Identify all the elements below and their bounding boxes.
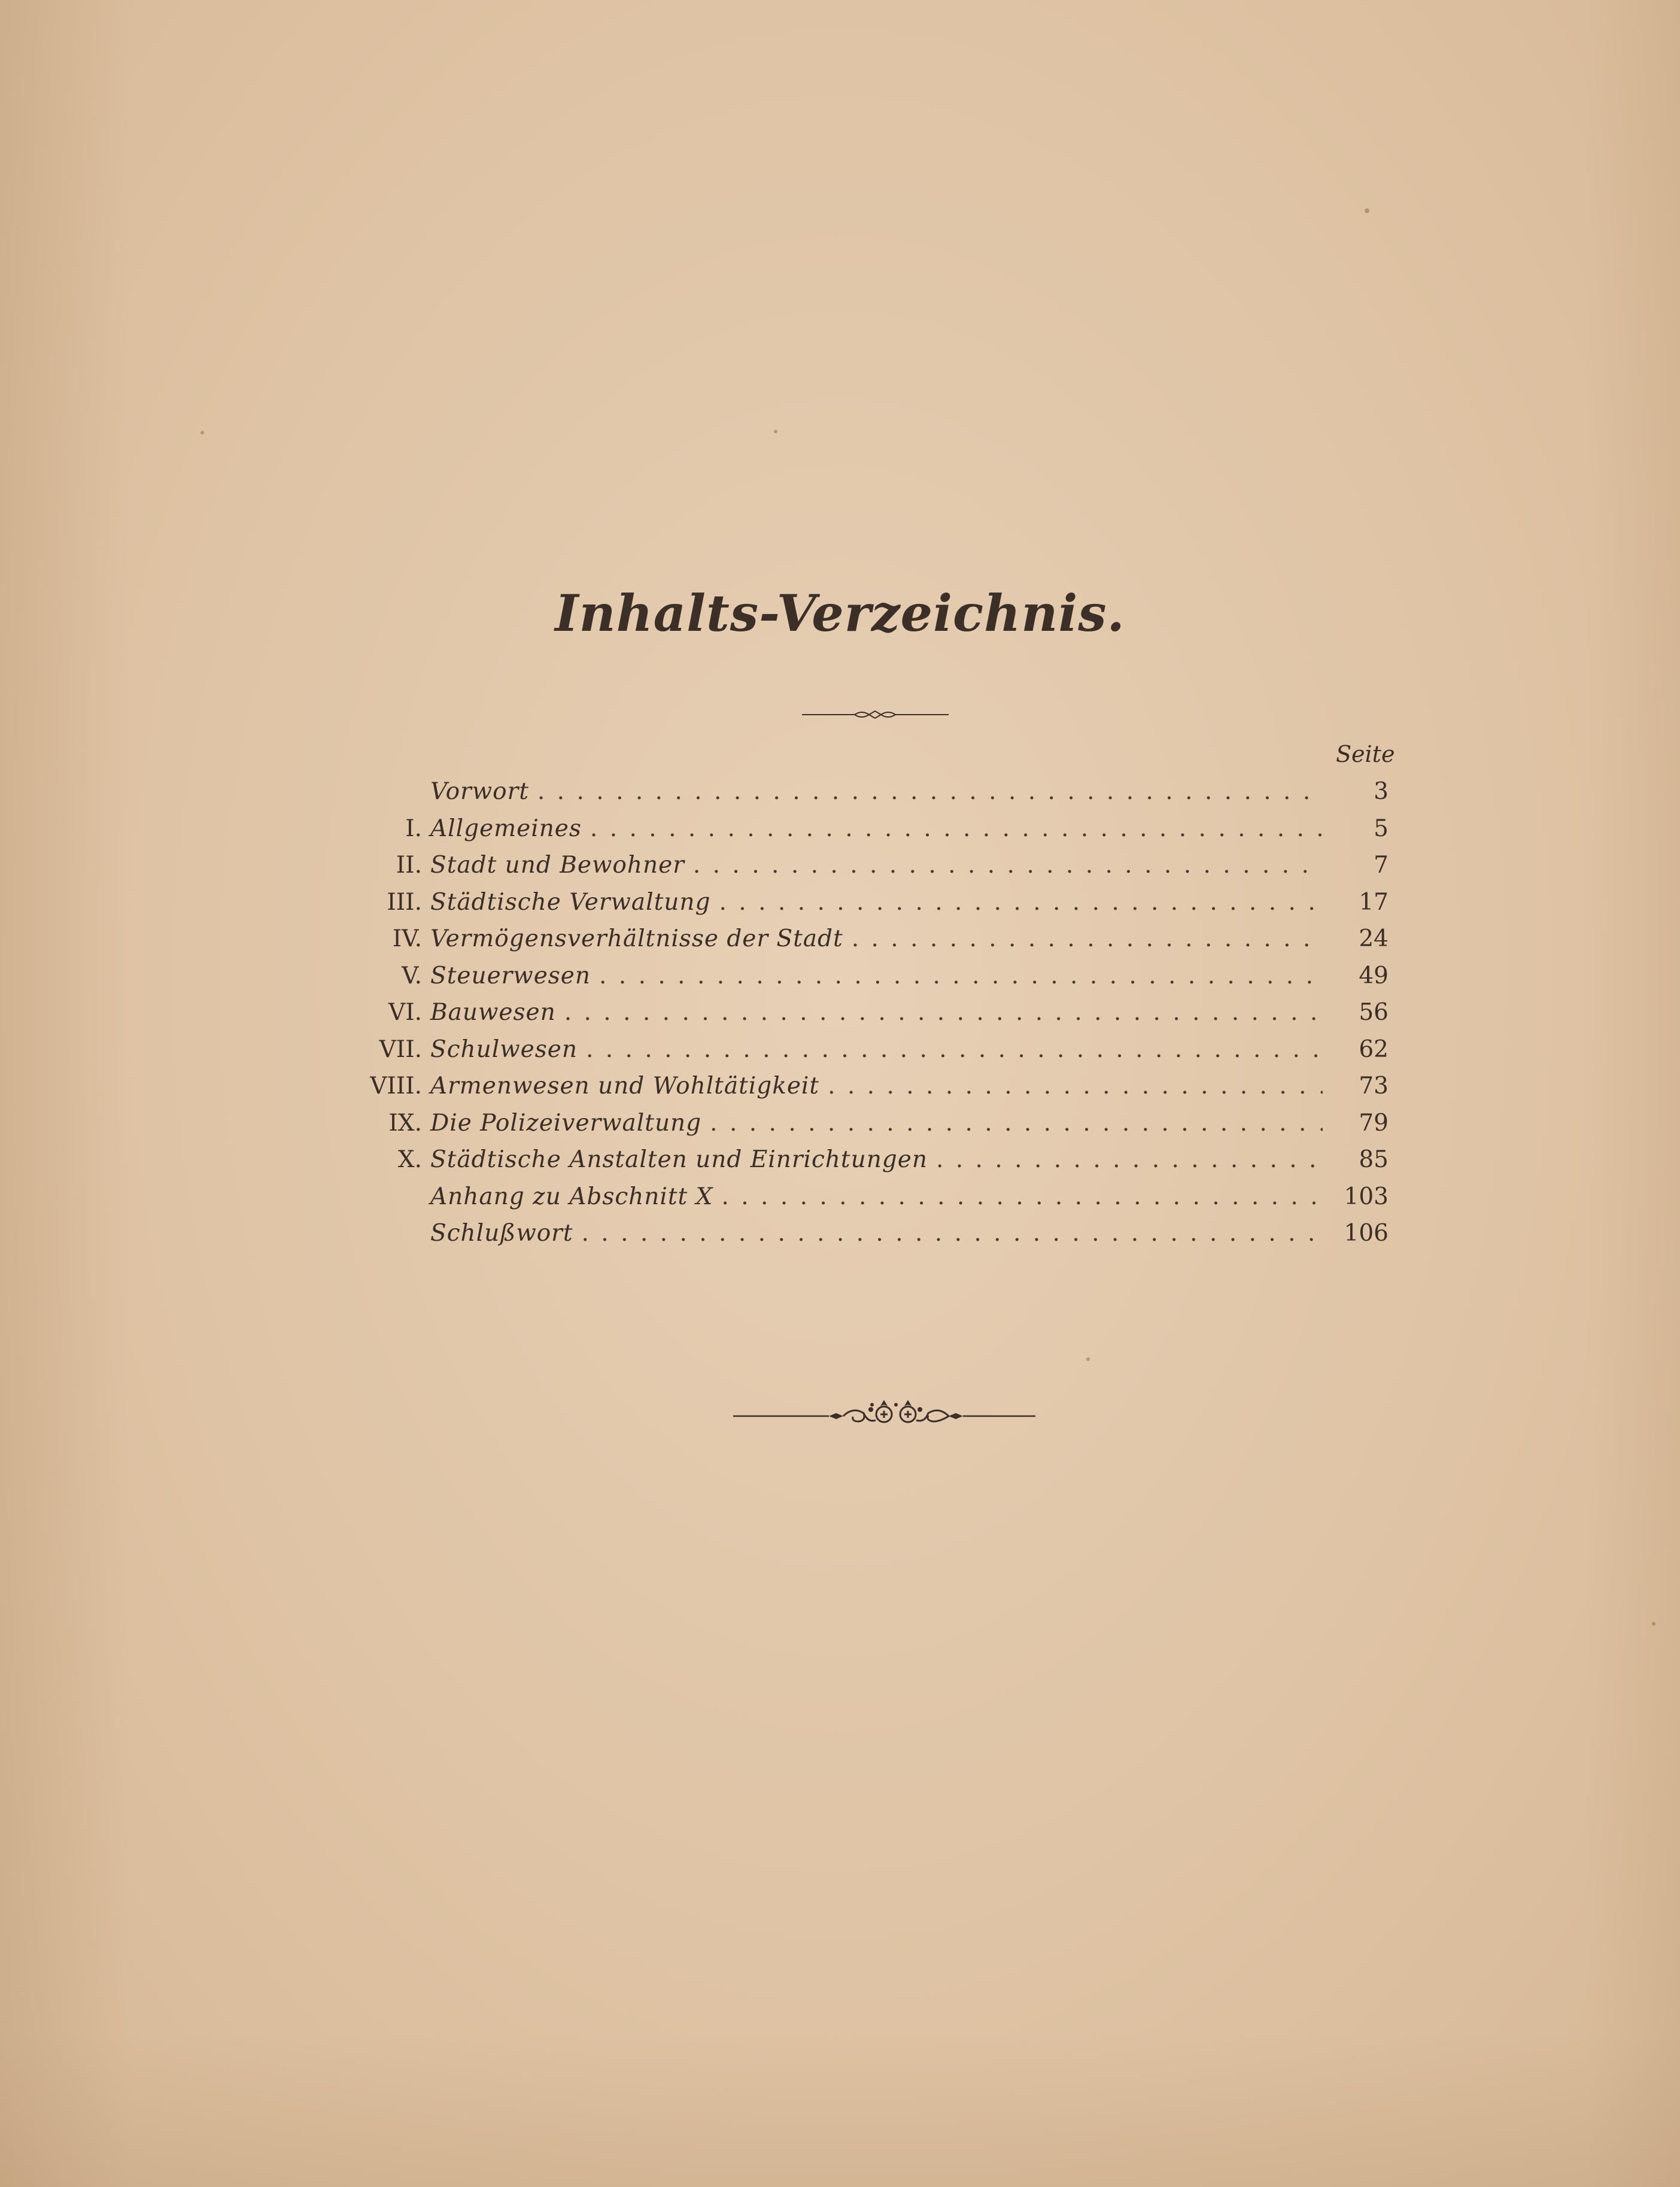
paper-spot [1365, 208, 1369, 213]
toc-entry-title: Die Polizeiverwaltung [430, 1109, 702, 1137]
toc-entry [359, 810, 1389, 848]
toc-entry-title: Anhang zu Abschnitt X [430, 1183, 713, 1210]
paper-spot [1086, 1357, 1090, 1361]
toc-entry-number: I. [405, 815, 422, 842]
toc-entry-title: Städtische Anstalten und Einrichtungen [430, 1146, 928, 1173]
paper-spot [1652, 1622, 1655, 1626]
toc-entry [359, 994, 1389, 1031]
toc-entry-title: Schlußwort [430, 1220, 573, 1247]
toc-entry-title: Vorwort [430, 778, 529, 805]
toc-entry [359, 773, 1389, 810]
toc-entry-title: Bauwesen [430, 999, 556, 1026]
dot-leader [599, 958, 1323, 995]
page-title: Inhalts-Verzeichnis. [555, 584, 1125, 643]
toc-entry-number: X. [397, 1146, 422, 1173]
table-of-contents [359, 773, 1389, 1252]
toc-entry-number: III. [387, 888, 422, 916]
toc-entry-page: 3 [1374, 778, 1389, 805]
toc-entry-title: Stadt und Bewohner [430, 852, 685, 879]
toc-entry-page: 7 [1374, 852, 1389, 879]
toc-entry-number: VIII. [370, 1073, 422, 1099]
dot-leader [710, 1105, 1323, 1142]
toc-entry-number: II. [396, 852, 422, 879]
toc-entry [359, 1215, 1389, 1252]
toc-entry-page: 73 [1359, 1073, 1389, 1099]
toc-entry-number: VI. [388, 999, 422, 1026]
toc-entry [359, 1178, 1389, 1216]
floral-divider-ornament [733, 1392, 1035, 1433]
toc-entry-number: IX. [388, 1109, 422, 1137]
toc-entry-page: 85 [1359, 1146, 1389, 1173]
toc-entry [359, 847, 1389, 884]
toc-entry-title: Vermögensverhältnisse der Stadt [430, 925, 843, 952]
toc-entry-title: Städtische Verwaltung [430, 888, 711, 916]
toc-entry-number: V. [402, 962, 422, 989]
dot-leader [721, 1178, 1323, 1216]
small-divider-ornament [802, 706, 949, 723]
toc-entry-page: 24 [1359, 925, 1389, 952]
paper-spot [200, 431, 204, 435]
dot-leader [693, 847, 1323, 884]
paper-spot [774, 430, 777, 433]
dot-leader [936, 1141, 1323, 1178]
toc-entry-page: 79 [1359, 1109, 1389, 1137]
toc-entry-page: 103 [1344, 1183, 1389, 1210]
toc-entry-page: 49 [1359, 962, 1389, 989]
dot-leader [586, 1031, 1323, 1068]
toc-entry [359, 1031, 1389, 1068]
toc-entry-page: 56 [1359, 999, 1389, 1026]
toc-entry [359, 884, 1389, 921]
toc-entry-page: 106 [1344, 1220, 1389, 1247]
toc-entry [359, 1068, 1389, 1105]
page-shadow-right [1584, 0, 1680, 2187]
toc-entry [359, 1105, 1389, 1142]
toc-entry-page: 5 [1374, 815, 1389, 842]
toc-entry [359, 1141, 1389, 1178]
page-shadow-left [0, 0, 132, 2187]
dot-leader [828, 1068, 1323, 1105]
dot-leader [537, 773, 1323, 810]
toc-entry-title: Allgemeines [430, 815, 582, 842]
toc-entry [359, 958, 1389, 995]
toc-entry-number: IV. [392, 925, 422, 952]
dot-leader [582, 1215, 1323, 1252]
toc-entry-title: Schulwesen [430, 1035, 578, 1063]
toc-entry [359, 921, 1389, 958]
dot-leader [564, 994, 1323, 1031]
page-shadow-bottom [0, 2031, 1680, 2187]
dot-leader [719, 884, 1323, 921]
toc-entry-title: Armenwesen und Wohltätigkeit [430, 1073, 820, 1099]
toc-entry-page: 17 [1359, 888, 1389, 916]
toc-entry-title: Steuerwesen [430, 962, 591, 989]
toc-entry-number: VII. [379, 1035, 422, 1063]
toc-entry-page: 62 [1359, 1035, 1389, 1063]
dot-leader [590, 810, 1323, 848]
dot-leader [852, 921, 1323, 958]
page-column-header: Seite [1336, 741, 1395, 767]
